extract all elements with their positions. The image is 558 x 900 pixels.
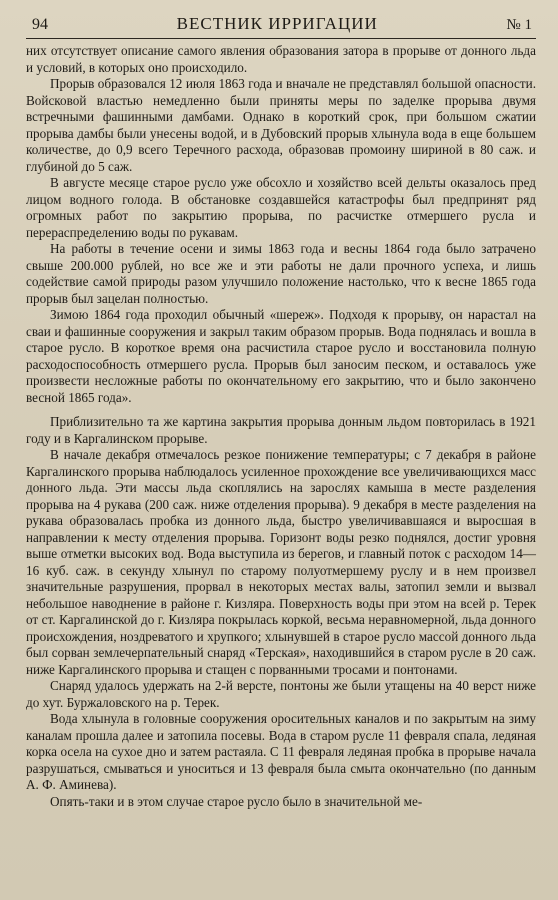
paragraph: Зимою 1864 года проходил обычный «шереж». Подходя к прорыву, он нарастал на сваи и фашинные сооружения и закрыл таким образом прорыв. Вода поднялась и вошла в старое русло. В короткое время она расчистила старое русло и восстановила полную расходоспособность отмершего русла. Прорыв был заносим песком, и оставалось уже произвести несложные работы по окончательному его закрытию, что и было закончено весной 1865 года». <box>26 307 536 405</box>
issue-number: № 1 <box>506 17 532 33</box>
paragraph: Вода хлынула в головные сооружения оросительных каналов и по закрытым на зиму каналам прошла далее и затопила посевы. Вода в старом русле 11 февраля спала, ледяная корка осела на сухое дно и затем растаяла. С 11 февраля ледяная пробка в прорыве начала разрушаться, смываться и уноситься и 13 февраля была смыта окончательно (по данным А. Ф. Аминева). <box>26 711 536 792</box>
journal-title: ВЕСТНИК ИРРИГАЦИИ <box>176 14 378 33</box>
paragraph: Снаряд удалось удержать на 2-й версте, понтоны же были утащены на 40 верст ниже до хут. Буржаловского на р. Терек. <box>26 678 536 710</box>
page-header <box>26 14 536 39</box>
paragraph: На работы в течение осени и зимы 1863 года и весны 1864 года было затрачено свыше 200.000 рублей, но все же и эти работы не дали прочного успеха, и лишь содействие самой природы разом улучшило положение настолько, что к весне 1865 года прорыв был зацелан полностью. <box>26 241 536 306</box>
paragraph: В начале декабря отмечалось резкое понижение температуры; с 7 декабря в районе Каргалинского прорыва наблюдалось усиленное прохождение все увеличивающихся масс донного льда. Эти массы льда скоплялись на зарослях камыша в месте разделения прорыва на 4 рукава (200 саж. ниже отделения прорыва). 9 декабря в месте разделения на рукава образовалась пробка из донного льда, быстро увеличивавшаяся и выросшая в направлении к месту отделения прорыва. Горизонт воды резко поднялся, достиг уровня выше отметки высоких вод. Вода выступила из берегов, и главный поток с расходом 14—16 куб. саж. в секунду хлынул по старому полуотмершему руслу и в нем произвел значительные разрушения, прорвал в некоторых местах валы, затопил земли и вызвал небольшое наводнение в районе г. Кизляра. Поверхность воды при этом на всей р. Терек от ст. Каргалинской до г. Кизляра покрылась коркой, весьма неравномерной, льда донного происхождения, ноздреватого и хрупкого; хлынувшей в старое русло массой донного льда был сорван землечерпательный снаряд «Терская», находившийся в старом русле в 20 саж. ниже Каргалинского прорыва и стащен с порванными тросами и понтонами. <box>26 447 536 677</box>
paragraph: Прорыв образовался 12 июля 1863 года и вначале не представлял большой опасности. Войсковой властью немедленно были приняты меры по заделке прорыва двумя встречными фашинными дамбами. Однако в короткий срок, при большом сжатии прорыва дамбы были унесены водой, и в Дубовский прорыв хлынула вода в еще большем количестве, до 0,9 всего Теречного расхода, образовав промоину шириной в 80 саж. и глубиной до 5 саж. <box>26 76 536 174</box>
paragraph: Приблизительно та же картина закрытия прорыва донным льдом повторилась в 1921 году и в Каргалинском прорыве. <box>26 414 536 446</box>
page-number: 94 <box>32 16 48 33</box>
paragraph: В августе месяце старое русло уже обсохло и хозяйство всей дельты оказалось пред лицом водного голода. В обстановке создавшейся катастрофы был предпринят ряд огромных работ по закрытию прорыва, по расчистке отмершего русла и перераспределению воды по рукавам. <box>26 175 536 240</box>
article-body <box>26 43 536 810</box>
paragraph: Опять-таки и в этом случае старое русло было в значительной ме- <box>50 793 423 809</box>
paragraph: них отсутствует описание самого явления образования затора в прорыве от донного льда и условий, в которых оно происходило. <box>26 43 536 75</box>
